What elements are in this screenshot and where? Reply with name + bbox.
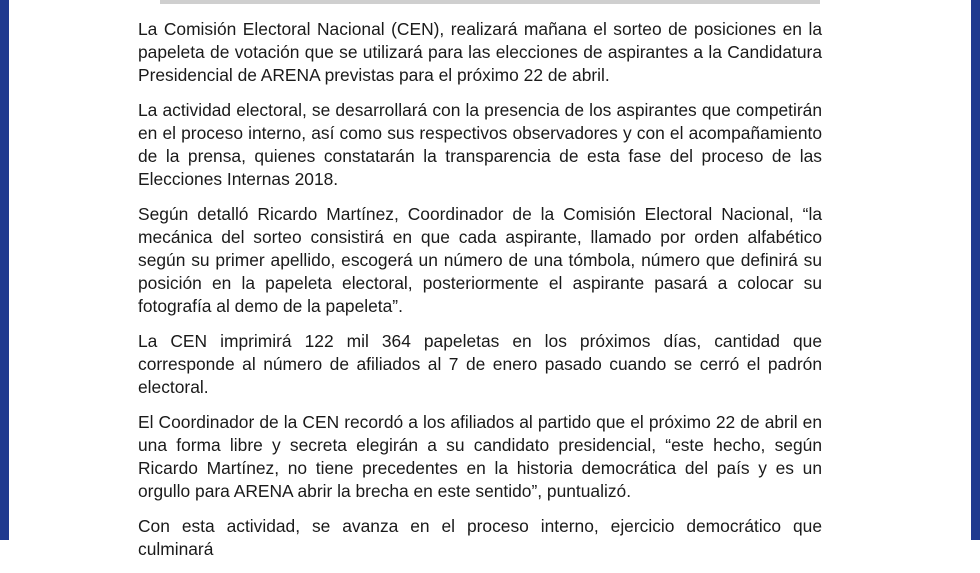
paragraph: El Coordinador de la CEN recordó a los afiliados al partido que el próximo 22 de abril en una forma libre y secreta elegirán a su candidato presidencial, “este hecho, según Ricardo Martínez, no tiene precedentes en la historia democrática del país y es un orgullo para ARENA abrir la brecha en este sentido”, puntualizó. — [138, 412, 822, 501]
paragraph: La actividad electoral, se desarrollará con la presencia de los aspirantes que competirán en el proceso interno, así como sus respectivos observadores y con el acompañamiento de la prensa, quienes constatarán la transparencia de esta fase del proceso de las Elecciones Internas 2018. — [138, 100, 822, 189]
press-release-body — [138, 18, 822, 573]
paragraph: Con esta actividad, se avanza en el proceso interno, ejercicio democrático que culminará — [138, 516, 822, 559]
left-border-stripe — [0, 0, 9, 540]
paragraph: La CEN imprimirá 122 mil 364 papeletas en los próximos días, cantidad que corresponde al número de afiliados al 7 de enero pasado cuando se cerró el padrón electoral. — [138, 331, 822, 397]
top-divider — [160, 0, 820, 4]
right-border-stripe — [971, 0, 980, 540]
paragraph: La Comisión Electoral Nacional (CEN), realizará mañana el sorteo de posiciones en la papeleta de votación que se utilizará para las elecciones de aspirantes a la Candidatura Presidencial de ARENA previstas para el próximo 22 de abril. — [138, 19, 822, 85]
paragraph: Según detalló Ricardo Martínez, Coordinador de la Comisión Electoral Nacional, “la mecánica del sorteo consistirá en que cada aspirante, llamado por orden alfabético según su primer apellido, escogerá un número de una tómbola, número que definirá su posición en la papeleta electoral, posteriormente el aspirante pasará a colocar su fotografía al demo de la papeleta”. — [138, 204, 822, 316]
